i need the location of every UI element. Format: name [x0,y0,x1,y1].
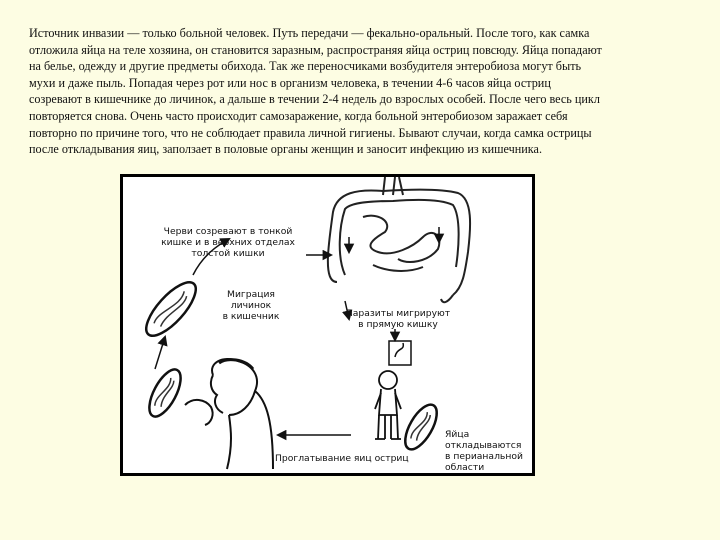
parasites-caption: Паразиты мигрируют в прямую кишку [345,308,451,330]
paragraph-line: отложила яйца на теле хозяина, он становится заразным, распространяя яйца остриц повсюду. Яйца попадают [29,42,602,57]
eggs-caption: Яйца откладываются в перианальной области [445,429,523,473]
egg-illustration [399,400,443,454]
paragraph-line: Источник инвазии — только больной человек. Путь передачи — фекально-оральный. После того, как самка [29,26,590,40]
paragraph-line: повторно по причине того, что не соблюдает правила личной гигиены. Бывают случаи, когда самка острицы [29,125,592,140]
inset-frame [389,341,411,365]
child-illustration [375,371,401,439]
person-illustration [185,359,273,469]
egg-illustration [139,275,204,343]
paragraph-line: созревают в кишечнике до личинок, а дальше в течении 2-4 недель до взрослых особей. После чего весь цикл [29,92,600,107]
paragraph-line: мухи и даже пыль. Попадая через рот или нос в организм человека, в течении 4-6 часов яйца остриц [29,75,551,90]
paragraph-line: после откладывания яиц, заползает в половые органы женщин и заносит инфекцию из кишечника. [29,142,542,157]
swallow-caption: Проглатывание яиц остриц [275,453,409,464]
paragraph-line: повторяется снова. Очень часто происходит самозаражение, когда больной энтеробиозом заражает себя [29,108,568,123]
lifecycle-figure [120,174,535,476]
paragraph-line: на белье, одежду и другие предметы обихода. Так же переносчиками возбудителя энтеробиоза могут быть [29,59,582,74]
worms-caption: Черви созревают в тонкой кишке и в верхних отделах толстой кишки [161,226,295,259]
migration-caption: Миграция личинок в кишечник [222,289,280,322]
egg-illustration [143,365,187,421]
description-paragraph [29,25,697,158]
